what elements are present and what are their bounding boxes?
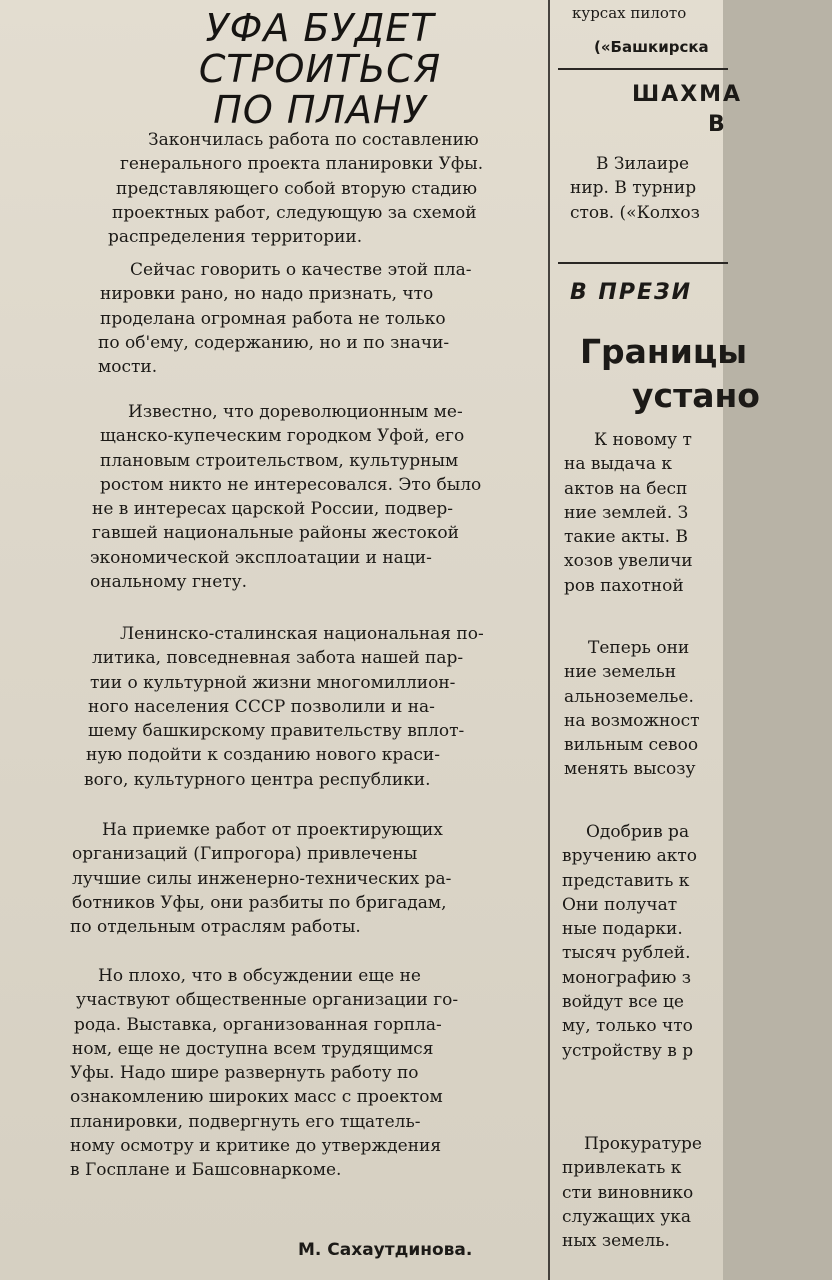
big-headline: [580, 330, 780, 418]
text-line: нировки рано, но надо признать, что: [100, 284, 434, 305]
text-line: генерального проекта планировки Уфы.: [120, 154, 484, 175]
text-line: Уфы. Надо шире развернуть работу по: [70, 1063, 419, 1084]
text-line: участвуют общественные организации го-: [76, 990, 459, 1011]
right-top-fragment: [572, 2, 772, 58]
column-divider: [548, 0, 550, 1280]
text-line: на выдача к: [564, 454, 672, 475]
text-line: ного населения СССР позволили и на-: [88, 696, 435, 717]
text-line: ние земельн: [564, 662, 677, 683]
article-paragraph-6: [70, 964, 536, 1183]
text-line: экономической эксплоатации и наци-: [90, 547, 432, 568]
right-paragraph-d: [562, 1132, 762, 1253]
text-line: на возможност: [564, 710, 700, 731]
article-paragraph-4: [78, 622, 544, 792]
text-line: Но плохо, что в обсуждении еще не: [98, 966, 421, 986]
right-paragraph-b: [564, 636, 764, 782]
text-line: организаций (Гипрогора) привлечены: [72, 844, 418, 865]
text-line: ров пахотной: [564, 575, 684, 596]
section-rule: [558, 68, 728, 70]
text-line: устройству в р: [562, 1040, 694, 1061]
headline-line: ПО ПЛАНУ: [213, 88, 427, 132]
text-line: Известно, что дореволюционным ме-: [128, 402, 463, 422]
text-line: («Башкирска: [594, 38, 709, 56]
text-line: вого, культурного центра республики.: [84, 769, 431, 790]
text-line: ональному гнету.: [90, 572, 248, 593]
text-line: в Госплане и Башсовнаркоме.: [70, 1160, 342, 1181]
text-line: Ленинско-сталинская национальная по-: [120, 624, 484, 644]
text-line: В Зилаире: [596, 154, 690, 174]
headline-line: ШАХМА: [632, 82, 743, 107]
text-line: ных земель.: [562, 1231, 670, 1252]
right-paragraph-c: [562, 820, 762, 1063]
text-line: служащих ука: [562, 1206, 691, 1227]
article-paragraph-5: [70, 818, 536, 939]
text-line: тысяч рублей.: [562, 943, 691, 964]
text-line: ознакомлению широких масс с проектом: [70, 1087, 443, 1108]
text-line: войдут все це: [562, 992, 684, 1013]
text-line: гавшей национальные районы жестокой: [92, 523, 459, 544]
text-line: не в интересах царской России, подвер-: [92, 499, 454, 520]
article-paragraph-3: [78, 400, 544, 594]
right-paragraph-a: [564, 428, 764, 598]
text-line: актов на бесп: [564, 478, 688, 499]
text-line: проектных работ, следующую за схемой: [112, 202, 477, 223]
text-line: литика, повседневная забота нашей пар-: [92, 648, 464, 669]
text-line: ные подарки.: [562, 919, 683, 940]
text-line: менять высозу: [564, 759, 696, 780]
text-line: шему башкирскому правительству вплот-: [88, 721, 465, 742]
text-line: представляющего собой вторую стадию: [116, 178, 478, 199]
text-line: распределения территории.: [108, 227, 363, 248]
text-line: ние землей. З: [564, 502, 689, 523]
text-line: ному осмотру и критике до утверждения: [70, 1136, 442, 1157]
text-line: рода. Выставка, организованная горпла-: [74, 1014, 442, 1035]
text-line: плановым строительством, культурным: [100, 450, 459, 471]
text-line: Закончилась работа по составлению: [148, 130, 479, 150]
article-paragraph-2: [78, 258, 544, 379]
text-line: стов. («Колхоз: [570, 202, 700, 223]
text-line: курсах пилото: [572, 4, 687, 22]
text-line: монографию з: [562, 967, 692, 988]
text-line: привлекать к: [562, 1158, 682, 1179]
text-line: мости.: [98, 357, 158, 378]
text-line: такие акты. В: [564, 527, 688, 548]
text-line: ную подойти к созданию нового краси-: [86, 745, 440, 766]
text-line: вручению акто: [562, 846, 698, 867]
text-line: Теперь они: [588, 638, 690, 658]
text-line: щанско-купеческим городком Уфой, его: [100, 426, 465, 447]
headline-line: Границы: [580, 332, 748, 371]
text-line: по об'ему, содержанию, но и по значи-: [98, 332, 450, 353]
headline-line: УФА БУДЕТ: [205, 6, 435, 50]
text-line: ботников Уфы, они разбиты по бригадам,: [72, 892, 447, 913]
text-line: проделана огромная работа не только: [100, 308, 446, 329]
chess-text: [570, 152, 770, 225]
text-line: вильным севоо: [564, 735, 699, 756]
text-line: Прокуратуре: [584, 1134, 702, 1154]
article-paragraph-1: [78, 128, 544, 249]
headline-line: устано: [632, 376, 760, 415]
text-line: Сейчас говорить о качестве этой пла-: [130, 260, 472, 280]
text-line: Они получат: [562, 894, 678, 915]
text-line: тии о культурной жизни многомиллион-: [90, 672, 456, 693]
section-heading: В ПРЕЗИ: [570, 280, 693, 305]
headline-line: СТРОИТЬСЯ: [198, 47, 442, 91]
text-line: нир. В турнир: [570, 178, 697, 199]
text-line: сти виновнико: [562, 1182, 694, 1203]
text-line: альноземелье.: [564, 686, 694, 707]
section-rule: [558, 262, 728, 264]
text-line: Одобрив ра: [586, 822, 690, 842]
text-line: ростом никто не интересовался. Это было: [100, 474, 482, 495]
text-line: по отдельным отраслям работы.: [70, 917, 361, 938]
text-line: На приемке работ от проектирующих: [102, 820, 443, 840]
text-line: представить к: [562, 870, 690, 891]
article-signature: М. Сахаутдинова.: [298, 1240, 473, 1260]
text-line: К новому т: [594, 430, 692, 450]
headline-line: В: [708, 112, 727, 137]
text-line: хозов увеличи: [564, 551, 693, 572]
chess-headline: [632, 80, 832, 140]
text-line: ном, еще не доступна всем трудящимся: [72, 1038, 434, 1059]
article-headline: [150, 8, 490, 131]
text-line: планировки, подвергнуть его тщатель-: [70, 1111, 421, 1132]
text-line: му, только что: [562, 1016, 693, 1037]
text-line: лучшие силы инженерно-технических ра-: [72, 868, 452, 889]
